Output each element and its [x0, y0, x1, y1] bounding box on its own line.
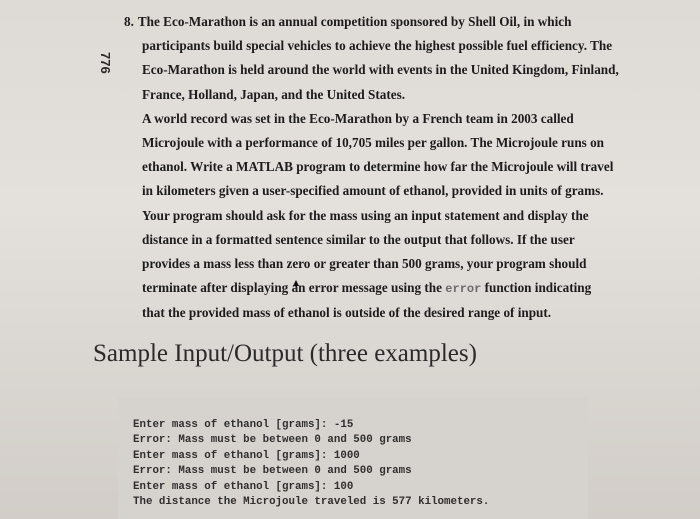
problem-line-text: terminate after displaying an error message using the — [142, 280, 446, 296]
sample-output-line: Enter mass of ethanol [grams]: 100 — [133, 480, 354, 493]
problem-line: provides a mass less than zero or greater than 500 grams, your program should — [142, 256, 587, 272]
problem-line-text: The Eco-Marathon is an annual competition sponsored by Shell Oil, in which — [137, 14, 572, 29]
sample-heading: Sample Input/Output (three examples) — [93, 340, 477, 367]
problem-number: 8. — [124, 14, 134, 29]
sample-output-line: Error: Mass must be between 0 and 500 grams — [133, 434, 412, 447]
problem-line: distance in a formatted sentence similar to the output that follows. If the user — [142, 231, 575, 247]
sample-output-line: The distance the Microjoule traveled is 577 kilometers. — [133, 496, 490, 509]
problem-line: Your program should ask for the mass using an input statement and display the — [142, 207, 589, 223]
problem-line — [124, 276, 684, 301]
sample-output-lines — [133, 418, 489, 510]
problem-line: France, Holland, Japan, and the United States. — [142, 86, 406, 102]
sample-output-line: Enter mass of ethanol [grams]: 1000 — [133, 449, 360, 462]
problem-line: participants build special vehicles to achieve the highest possible fuel efficiency. The — [142, 38, 613, 54]
problem-text — [124, 10, 684, 326]
problem-line: ethanol. Write a MATLAB program to determine how far the Microjoule will travel — [142, 159, 614, 175]
margin-page-number: 776 — [98, 52, 113, 74]
problem-line: Eco-Marathon is held around the world with events in the United Kingdom, Finland, — [142, 62, 619, 78]
problem-line-text: function indicating — [481, 280, 592, 296]
problem-line: in kilometers given a user-specified amount of ethanol, provided in units of grams. — [142, 183, 604, 199]
inline-code-error: error — [445, 282, 482, 297]
problem-line: Microjoule with a performance of 10,705 miles per gallon. The Microjoule runs on — [142, 135, 605, 151]
mouse-cursor-icon — [293, 280, 299, 286]
problem-line — [124, 10, 684, 34]
problem-line: A world record was set in the Eco-Marathon by a French team in 2003 called — [142, 110, 574, 126]
sample-output-line: Error: Mass must be between 0 and 500 grams — [133, 465, 412, 478]
sample-output-line: Enter mass of ethanol [grams]: -15 — [133, 419, 354, 431]
problem-line: that the provided mass of ethanol is outside of the desired range of input. — [142, 305, 552, 321]
